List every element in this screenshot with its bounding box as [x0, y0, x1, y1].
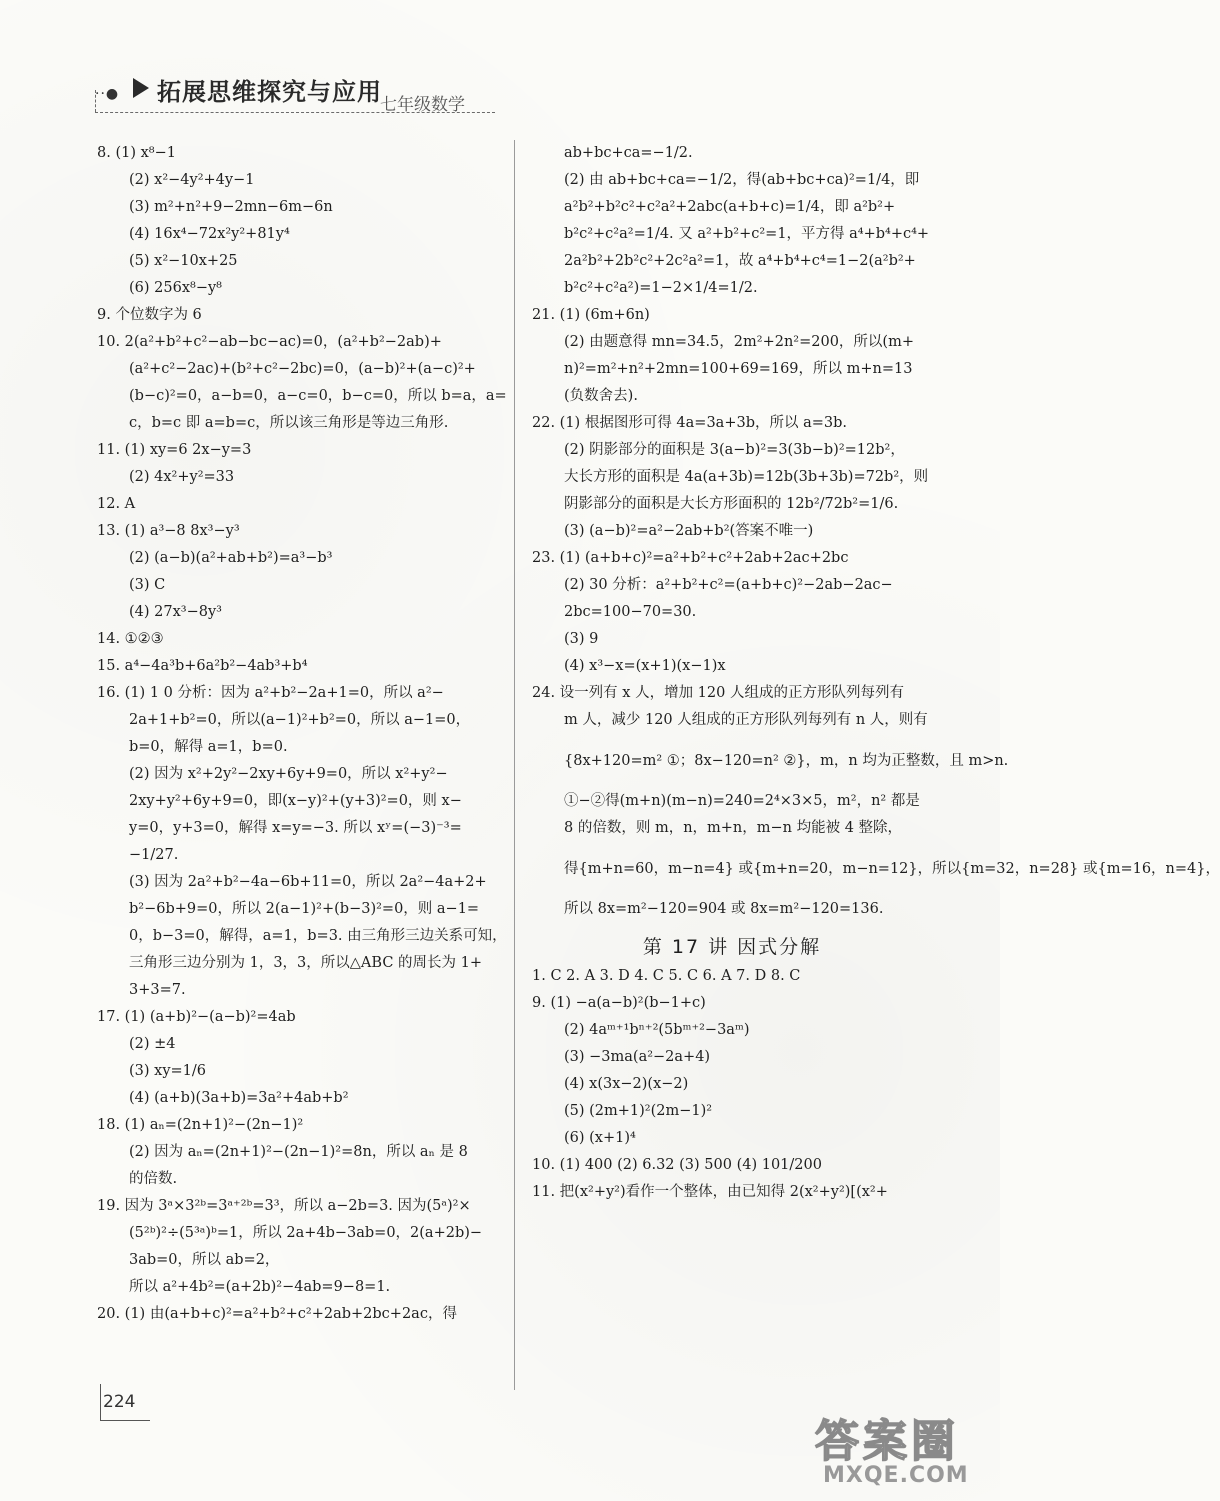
answer-line: (6) (x+1)⁴	[564, 1130, 636, 1146]
answer-line: (2) 因为 x²+2y²−2xy+6y+9=0，所以 x²+y²−	[129, 766, 448, 782]
answer-line: (b−c)²=0，a−b=0，a−c=0，b−c=0，所以 b=a，a=	[129, 388, 507, 404]
page-number-bar	[100, 1384, 101, 1420]
answer-line: 2a+1+b²=0，所以(a−1)²+b²=0，所以 a−1=0，	[129, 712, 471, 728]
page-number-rule	[100, 1420, 150, 1421]
right-column	[532, 140, 1220, 1206]
answer-line: (2) x²−4y²+4y−1	[129, 172, 255, 188]
answer-line: (4) 16x⁴−72x²y²+81y⁴	[129, 226, 290, 242]
answer-line: 23. (1) (a+b+c)²=a²+b²+c²+2ab+2ac+2bc	[532, 550, 849, 566]
answer-line: n)²=m²+n²+2mn=100+69=169，所以 m+n=13	[564, 361, 913, 377]
answer-line: 8. (1) x⁸−1	[97, 145, 176, 161]
answer-line: b²c²+c²a²=1/4. 又 a²+b²+c²=1，平方得 a⁴+b⁴+c⁴+	[564, 226, 930, 242]
answer-line: y=0，y+3=0，解得 x=y=−3. 所以 xʸ=(−3)⁻³=	[129, 820, 462, 836]
answer-line: (4) (a+b)(3a+b)=3a²+4ab+b²	[129, 1090, 349, 1106]
answer-line: (2) 4aᵐ⁺¹bⁿ⁺²(5bᵐ⁺²−3aᵐ)	[564, 1022, 750, 1038]
answer-line: (3) m²+n²+9−2mn−6m−6n	[129, 199, 333, 215]
answer-line: (3) C	[129, 577, 166, 593]
answer-line: (2) 由 ab+bc+ca=−1/2，得(ab+bc+ca)²=1/4，即	[564, 172, 920, 188]
answer-line: 16. (1) 1 0 分析：因为 a²+b²−2a+1=0，所以 a²−	[97, 685, 444, 701]
answer-line: 所以 8x=m²−120=904 或 8x=m²−120=136.	[564, 901, 884, 917]
answer-line: 3ab=0，所以 ab=2，	[129, 1252, 280, 1268]
header-arrow-icon	[133, 78, 149, 98]
answer-line: 阴影部分的面积是大长方形面积的 12b²/72b²=1/6.	[564, 496, 899, 512]
answer-line: 18. (1) aₙ=(2n+1)²−(2n−1)²	[97, 1117, 304, 1133]
answer-line: (5²ᵇ)²÷(5³ᵃ)ᵇ=1，所以 2a+4b−3ab=0，2(a+2b)−	[129, 1225, 483, 1241]
answer-line: a²b²+b²c²+c²a²+2abc(a+b+c)=1/4，即 a²b²+	[564, 199, 896, 215]
answer-line: 12. A	[97, 496, 136, 512]
answer-line: 9. 个位数字为 6	[97, 307, 202, 323]
answer-line: 三角形三边分别为 1，3，3，所以△ABC 的周长为 1+	[129, 955, 483, 971]
answer-line: (5) x²−10x+25	[129, 253, 238, 269]
answer-line: (负数舍去).	[564, 388, 638, 404]
answer-line: 11. (1) xy=6 2x−y=3	[97, 442, 252, 458]
answer-line: ab+bc+ca=−1/2.	[564, 145, 693, 161]
answer-line: 2a²b²+2b²c²+2c²a²=1，故 a⁴+b⁴+c⁴=1−2(a²b²+	[564, 253, 916, 269]
answer-line: 17. (1) (a+b)²−(a−b)²=4ab	[97, 1009, 296, 1025]
answer-line: 11. 把(x²+y²)看作一个整体，由已知得 2(x²+y²)[(x²+	[532, 1184, 888, 1200]
answer-line: (4) x³−x=(x+1)(x−1)x	[564, 658, 726, 674]
answer-line: 13. (1) a³−8 8x³−y³	[97, 523, 240, 539]
watermark-text: 答案圈	[815, 1416, 959, 1467]
answer-line: (3) 9	[564, 631, 599, 647]
answer-line: {8x+120=m² ①；8x−120=n² ②}，m，n 均为正整数，且 m>n.	[564, 753, 1009, 769]
book-subtitle: 七年级数学	[380, 95, 465, 115]
answer-line: 9. (1) −a(a−b)²(b−1+c)	[532, 995, 706, 1011]
answer-line: 10. (1) 400 (2) 6.32 (3) 500 (4) 101/200	[532, 1157, 822, 1173]
answer-line: 2bc=100−70=30.	[564, 604, 697, 620]
answer-line: (3) (a−b)²=a²−2ab+b²(答案不唯一)	[564, 523, 814, 539]
answer-line: 8 的倍数，则 m，n，m+n，m−n 均能被 4 整除，	[564, 820, 903, 836]
answer-line: (4) x(3x−2)(x−2)	[564, 1076, 689, 1092]
answer-line: 2xy+y²+6y+9=0，即(x−y)²+(y+3)²=0，则 x−	[129, 793, 462, 809]
answer-line: 大长方形的面积是 4a(a+3b)=12b(3b+3b)=72b²，则	[564, 469, 929, 485]
answer-line: (3) 因为 2a²+b²−4a−6b+11=0，所以 2a²−4a+2+	[129, 874, 487, 890]
answer-line: 得{m+n=60，m−n=4} 或{m+n=20，m−n=12}，所以{m=32，n=28} 或{m=16，n=4}，	[564, 861, 1220, 877]
left-column	[97, 140, 507, 1328]
watermark-logo	[815, 1405, 985, 1495]
answer-line: 14. ①②③	[97, 631, 164, 647]
answer-line: (5) (2m+1)²(2m−1)²	[564, 1103, 713, 1119]
answer-line: 19. 因为 3ᵃ×3²ᵇ=3ᵃ⁺²ᵇ=3³，所以 a−2b=3. 因为(5ᵃ)²×	[97, 1198, 471, 1214]
column-divider	[514, 140, 515, 1390]
page-number: 224	[103, 1392, 136, 1412]
answer-line: 20. (1) 由(a+b+c)²=a²+b²+c²+2ab+2bc+2ac，得	[97, 1306, 457, 1322]
answer-line: (6) 256x⁸−y⁸	[129, 280, 222, 296]
answer-line: (2) (a−b)(a²+ab+b²)=a³−b³	[129, 550, 333, 566]
answer-line: m 人，减少 120 人组成的正方形队列每列有 n 人，则有	[564, 712, 928, 728]
answer-line: ①−②得(m+n)(m−n)=240=2⁴×3×5，m²，n² 都是	[564, 793, 920, 809]
answer-line: 1. C 2. A 3. D 4. C 5. C 6. A 7. D 8. C	[532, 968, 801, 984]
answer-line: 3+3=7.	[129, 982, 186, 998]
book-title: 拓展思维探究与应用	[157, 78, 382, 106]
answer-line: b=0，解得 a=1，b=0.	[129, 739, 288, 755]
answer-line: (2) 因为 aₙ=(2n+1)²−(2n−1)²=8n，所以 aₙ 是 8	[129, 1144, 468, 1160]
header-rule	[95, 112, 495, 113]
answer-line: b²c²+c²a²)=1−2×1/4=1/2.	[564, 280, 758, 296]
page-header	[95, 72, 495, 122]
answer-line: (3) xy=1/6	[129, 1063, 207, 1079]
answer-line: (4) 27x³−8y³	[129, 604, 222, 620]
answer-line: (2) ±4	[129, 1036, 176, 1052]
answer-line: 0，b−3=0，解得，a=1，b=3. 由三角形三边关系可知，	[129, 928, 507, 944]
answer-line: 21. (1) (6m+6n)	[532, 307, 650, 323]
answer-line: −1/27.	[129, 847, 179, 863]
section-title: 第 17 讲 因式分解	[642, 936, 822, 958]
answer-line: (a²+c²−2ac)+(b²+c²−2bc)=0，(a−b)²+(a−c)²+	[129, 361, 476, 377]
answer-line: 10. 2(a²+b²+c²−ab−bc−ac)=0，(a²+b²−2ab)+	[97, 334, 442, 350]
answer-line: (2) 阴影部分的面积是 3(a−b)²=3(3b−b)²=12b²，	[564, 442, 905, 458]
answer-line: 22. (1) 根据图形可得 4a=3a+3b，所以 a=3b.	[532, 415, 847, 431]
answer-line: 15. a⁴−4a³b+6a²b²−4ab³+b⁴	[97, 658, 308, 674]
answer-line: (2) 由题意得 mn=34.5，2m²+2n²=200，所以(m+	[564, 334, 914, 350]
answer-line: b²−6b+9=0，所以 2(a−1)²+(b−3)²=0，则 a−1=	[129, 901, 480, 917]
answer-line: 24. 设一列有 x 人，增加 120 人组成的正方形队列每列有	[532, 685, 904, 701]
answer-line: (2) 4x²+y²=33	[129, 469, 235, 485]
answer-line: 所以 a²+4b²=(a+2b)²−4ab=9−8=1.	[129, 1279, 391, 1295]
answer-line: (2) 30 分析：a²+b²+c²=(a+b+c)²−2ab−2ac−	[564, 577, 893, 593]
answer-line: (3) −3ma(a²−2a+4)	[564, 1049, 711, 1065]
watermark-url: MXQE.COM	[823, 1463, 969, 1488]
answer-line: 的倍数.	[129, 1171, 178, 1187]
header-dots-icon: ··●	[95, 86, 120, 102]
answer-line: c，b=c 即 a=b=c，所以该三角形是等边三角形.	[129, 415, 449, 431]
